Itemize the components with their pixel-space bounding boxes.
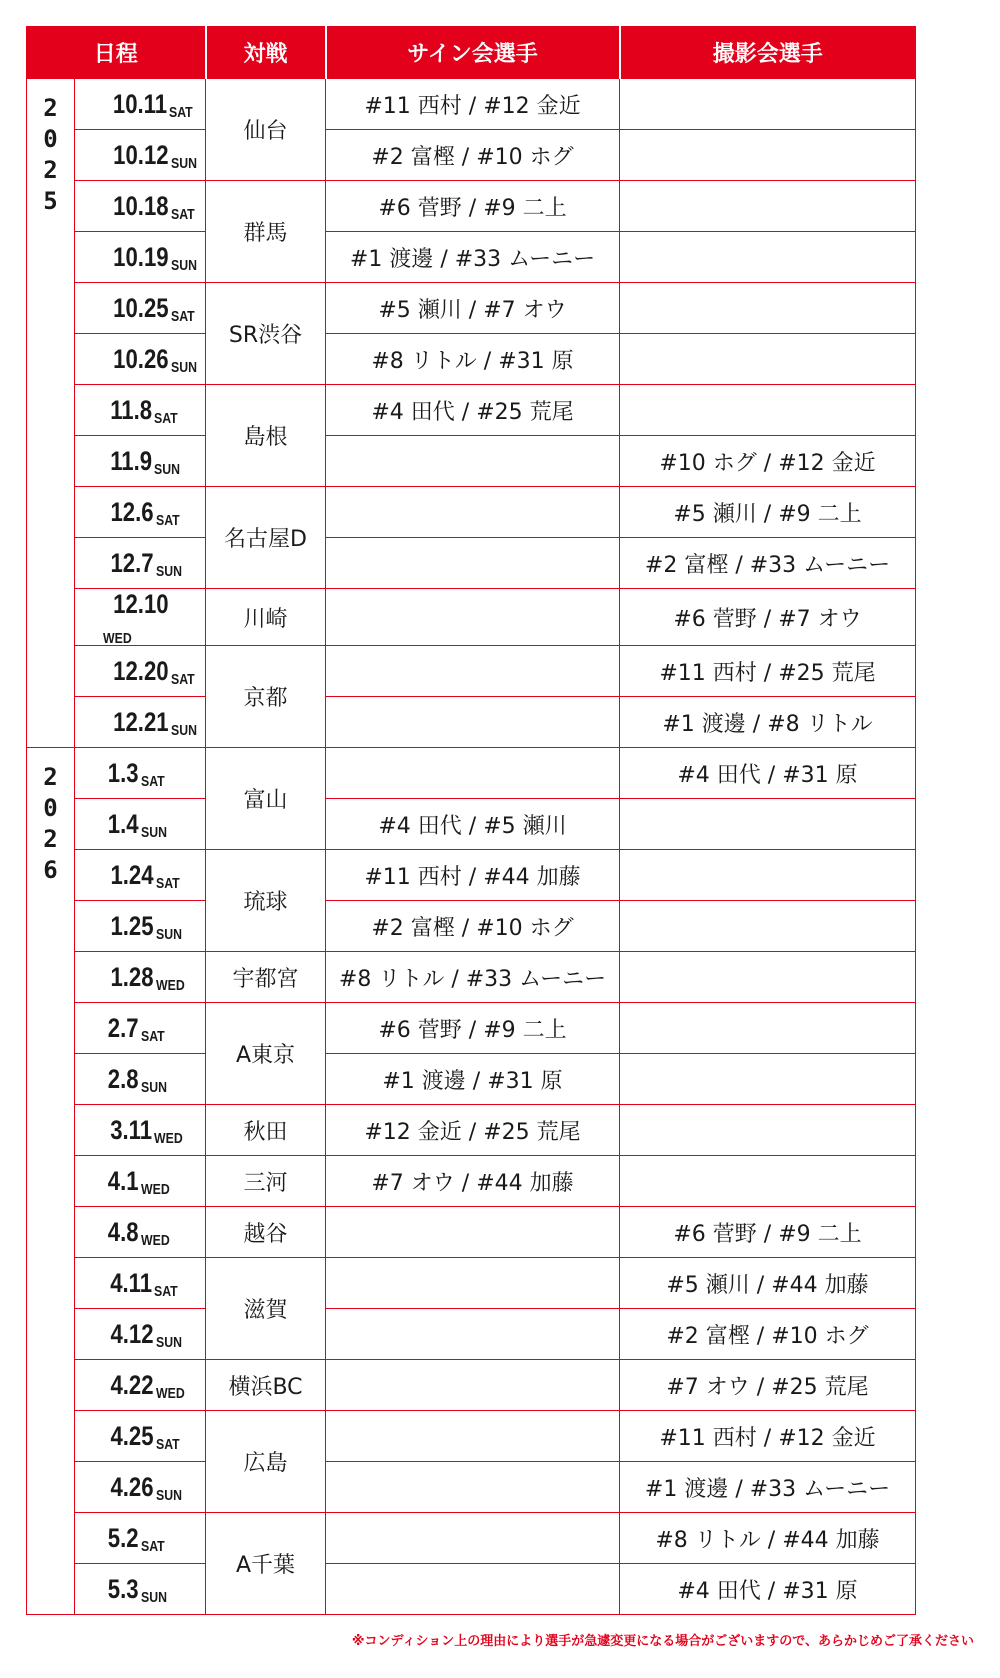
day-of-week: SAT — [140, 1537, 165, 1555]
table-row — [27, 1207, 916, 1258]
sign-session-players — [326, 1411, 620, 1462]
date-cell — [75, 1258, 206, 1309]
day-of-week: SUN — [155, 1333, 182, 1351]
date-number: 1.3 — [107, 757, 139, 788]
day-of-week: SAT — [170, 205, 195, 223]
sign-session-players — [326, 1207, 620, 1258]
sign-session-players: #1 渡邊 / #33 ムーニー — [326, 232, 620, 283]
table-row — [27, 436, 916, 487]
day-of-week: SAT — [170, 670, 195, 688]
opponent-cell: SR渋谷 — [206, 283, 326, 385]
photo-session-players: #11 西村 / #25 荒尾 — [620, 646, 916, 697]
day-of-week: SAT — [154, 1282, 178, 1300]
year-text: 2026 — [43, 763, 58, 884]
sign-session-players — [326, 1513, 620, 1564]
table-row — [27, 181, 916, 232]
day-of-week: WED — [154, 1129, 183, 1147]
table-row — [27, 850, 916, 901]
day-of-week: SUN — [140, 1588, 167, 1606]
photo-session-players — [620, 130, 916, 181]
photo-session-players: #5 瀬川 / #44 加藤 — [620, 1258, 916, 1309]
table-row — [27, 1156, 916, 1207]
date-cell — [75, 799, 206, 850]
date-number: 4.11 — [110, 1267, 153, 1298]
table-row — [27, 1309, 916, 1360]
day-of-week: SUN — [170, 358, 197, 376]
day-of-week: SUN — [155, 925, 182, 943]
date-cell — [75, 1207, 206, 1258]
opponent-cell: 秋田 — [206, 1105, 326, 1156]
photo-session-players: #6 菅野 / #7 オウ — [620, 589, 916, 646]
table-row — [27, 799, 916, 850]
day-of-week: SUN — [155, 1486, 182, 1504]
table-row — [27, 334, 916, 385]
photo-session-players — [620, 79, 916, 130]
table-row — [27, 646, 916, 697]
sign-session-players: #8 リトル / #33 ムーニー — [326, 952, 620, 1003]
sign-session-players: #6 菅野 / #9 二上 — [326, 1003, 620, 1054]
date-number: 10.25 — [113, 292, 169, 323]
year-text: 2025 — [43, 94, 58, 215]
table-row — [27, 1462, 916, 1513]
opponent-cell: 宇都宮 — [206, 952, 326, 1003]
photo-session-players: #6 菅野 / #9 二上 — [620, 1207, 916, 1258]
date-number: 4.26 — [110, 1471, 154, 1502]
date-cell — [75, 1513, 206, 1564]
day-of-week: WED — [155, 1384, 185, 1402]
day-of-week: SUN — [155, 562, 182, 580]
day-of-week: SAT — [140, 772, 165, 790]
date-cell — [75, 181, 206, 232]
sign-session-players: #6 菅野 / #9 二上 — [326, 181, 620, 232]
table-row — [27, 538, 916, 589]
year-label — [27, 79, 75, 748]
sign-session-players — [326, 589, 620, 646]
photo-session-players — [620, 283, 916, 334]
date-cell — [75, 1360, 206, 1411]
sign-session-players: #2 富樫 / #10 ホグ — [326, 901, 620, 952]
sign-session-players — [326, 748, 620, 799]
date-cell — [75, 385, 206, 436]
sign-session-players: #4 田代 / #25 荒尾 — [326, 385, 620, 436]
date-number: 10.11 — [112, 88, 168, 119]
table-row — [27, 130, 916, 181]
photo-session-players — [620, 1156, 916, 1207]
date-number: 4.8 — [107, 1216, 139, 1247]
date-number: 12.20 — [113, 655, 169, 686]
date-cell — [75, 130, 206, 181]
table-row — [27, 1513, 916, 1564]
date-number: 5.3 — [107, 1573, 139, 1604]
header-date: 日程 — [27, 26, 206, 79]
table-row — [27, 748, 916, 799]
sign-session-players: #5 瀬川 / #7 オウ — [326, 283, 620, 334]
day-of-week: SAT — [170, 307, 195, 325]
schedule-body — [27, 79, 916, 1615]
photo-session-players — [620, 232, 916, 283]
date-number: 3.11 — [110, 1114, 153, 1145]
header-opponent: 対戦 — [206, 26, 326, 79]
photo-session-players: #10 ホグ / #12 金近 — [620, 436, 916, 487]
day-of-week: SAT — [154, 409, 178, 427]
opponent-cell: 越谷 — [206, 1207, 326, 1258]
table-row — [27, 1054, 916, 1105]
table-header-row — [27, 26, 916, 79]
date-number: 11.8 — [110, 394, 153, 425]
day-of-week: WED — [155, 976, 185, 994]
day-of-week: SAT — [169, 103, 193, 121]
date-number: 4.12 — [110, 1318, 154, 1349]
date-cell — [75, 901, 206, 952]
date-number: 2.8 — [107, 1063, 139, 1094]
photo-session-players — [620, 952, 916, 1003]
date-number: 12.6 — [110, 496, 154, 527]
date-number: 4.22 — [110, 1369, 154, 1400]
day-of-week: SUN — [140, 823, 167, 841]
opponent-cell: A千葉 — [206, 1513, 326, 1615]
sign-session-players: #12 金近 / #25 荒尾 — [326, 1105, 620, 1156]
footnote: ※コンディション上の理由により選手が急遽変更になる場合がございますので、あらかじめご了承ください — [351, 1634, 974, 1649]
header-sign-session: サイン会選手 — [326, 26, 620, 79]
date-cell — [75, 538, 206, 589]
day-of-week: SUN — [154, 460, 181, 478]
photo-session-players — [620, 850, 916, 901]
date-number: 1.24 — [110, 859, 154, 890]
date-cell — [75, 79, 206, 130]
date-number: 4.25 — [110, 1420, 154, 1451]
year-label — [27, 748, 75, 1615]
photo-session-players: #11 西村 / #12 金近 — [620, 1411, 916, 1462]
day-of-week: SAT — [155, 511, 180, 529]
sign-session-players: #11 西村 / #12 金近 — [326, 79, 620, 130]
date-cell — [75, 748, 206, 799]
opponent-cell: 広島 — [206, 1411, 326, 1513]
sign-session-players: #11 西村 / #44 加藤 — [326, 850, 620, 901]
photo-session-players: #4 田代 / #31 原 — [620, 1564, 916, 1615]
date-number: 2.7 — [107, 1012, 139, 1043]
sign-session-players — [326, 1258, 620, 1309]
opponent-cell: 京都 — [206, 646, 326, 748]
photo-session-players: #2 富樫 / #10 ホグ — [620, 1309, 916, 1360]
photo-session-players: #5 瀬川 / #9 二上 — [620, 487, 916, 538]
photo-session-players: #8 リトル / #44 加藤 — [620, 1513, 916, 1564]
opponent-cell: 富山 — [206, 748, 326, 850]
table-row — [27, 385, 916, 436]
date-cell — [75, 1003, 206, 1054]
sign-session-players — [326, 1309, 620, 1360]
photo-session-players: #2 富樫 / #33 ムーニー — [620, 538, 916, 589]
table-row — [27, 952, 916, 1003]
day-of-week: WED — [140, 1231, 170, 1249]
date-number: 4.1 — [107, 1165, 139, 1196]
photo-session-players — [620, 181, 916, 232]
schedule-table — [26, 26, 916, 1615]
date-number: 5.2 — [107, 1522, 139, 1553]
photo-session-players — [620, 1054, 916, 1105]
table-row — [27, 1003, 916, 1054]
table-row — [27, 79, 916, 130]
date-cell — [75, 1156, 206, 1207]
date-cell — [75, 1309, 206, 1360]
opponent-cell: 滋賀 — [206, 1258, 326, 1360]
day-of-week: SUN — [170, 256, 197, 274]
date-cell — [75, 1105, 206, 1156]
sign-session-players — [326, 1564, 620, 1615]
date-cell — [75, 1462, 206, 1513]
sign-session-players — [326, 487, 620, 538]
sign-session-players — [326, 1360, 620, 1411]
date-number: 10.19 — [113, 241, 169, 272]
sign-session-players — [326, 646, 620, 697]
date-number: 1.4 — [107, 808, 139, 839]
date-number: 12.10 — [113, 589, 169, 619]
date-cell — [75, 1411, 206, 1462]
date-cell — [75, 1054, 206, 1105]
table-row — [27, 1360, 916, 1411]
photo-session-players — [620, 1003, 916, 1054]
table-row — [27, 1411, 916, 1462]
table-row — [27, 901, 916, 952]
day-of-week: SAT — [140, 1027, 165, 1045]
table-row — [27, 487, 916, 538]
date-number: 12.21 — [113, 706, 169, 737]
opponent-cell: 群馬 — [206, 181, 326, 283]
day-of-week: SUN — [170, 154, 197, 172]
date-cell — [75, 697, 206, 748]
day-of-week: SAT — [155, 874, 180, 892]
photo-session-players — [620, 385, 916, 436]
sign-session-players: #4 田代 / #5 瀬川 — [326, 799, 620, 850]
date-number: 1.28 — [110, 961, 154, 992]
sign-session-players — [326, 436, 620, 487]
day-of-week: SUN — [140, 1078, 167, 1096]
sign-session-players — [326, 538, 620, 589]
date-number: 10.18 — [113, 190, 169, 221]
sign-session-players — [326, 1462, 620, 1513]
date-cell — [75, 436, 206, 487]
date-cell — [75, 850, 206, 901]
table-row — [27, 232, 916, 283]
date-cell — [75, 589, 206, 646]
date-cell — [75, 952, 206, 1003]
date-number: 11.9 — [110, 445, 153, 476]
opponent-cell: A東京 — [206, 1003, 326, 1105]
table-row — [27, 1258, 916, 1309]
photo-session-players — [620, 334, 916, 385]
table-row — [27, 1564, 916, 1615]
photo-session-players: #1 渡邊 / #8 リトル — [620, 697, 916, 748]
date-number: 12.7 — [110, 547, 154, 578]
opponent-cell: 仙台 — [206, 79, 326, 181]
date-number: 10.12 — [113, 139, 169, 170]
opponent-cell: 島根 — [206, 385, 326, 487]
photo-session-players — [620, 799, 916, 850]
sign-session-players: #8 リトル / #31 原 — [326, 334, 620, 385]
photo-session-players: #4 田代 / #31 原 — [620, 748, 916, 799]
opponent-cell: 三河 — [206, 1156, 326, 1207]
day-of-week: SUN — [170, 721, 197, 739]
photo-session-players: #7 オウ / #25 荒尾 — [620, 1360, 916, 1411]
date-cell — [75, 283, 206, 334]
photo-session-players — [620, 901, 916, 952]
date-cell — [75, 646, 206, 697]
opponent-cell: 横浜BC — [206, 1360, 326, 1411]
opponent-cell: 名古屋D — [206, 487, 326, 589]
date-cell — [75, 1564, 206, 1615]
date-number: 10.26 — [113, 343, 169, 374]
opponent-cell: 琉球 — [206, 850, 326, 952]
date-cell — [75, 487, 206, 538]
table-row — [27, 283, 916, 334]
day-of-week: WED — [140, 1180, 170, 1198]
date-number: 1.25 — [110, 910, 154, 941]
photo-session-players: #1 渡邊 / #33 ムーニー — [620, 1462, 916, 1513]
table-row — [27, 1105, 916, 1156]
date-cell — [75, 334, 206, 385]
day-of-week: SAT — [155, 1435, 180, 1453]
date-cell — [75, 232, 206, 283]
sign-session-players: #2 富樫 / #10 ホグ — [326, 130, 620, 181]
table-row — [27, 589, 916, 646]
header-photo-session: 撮影会選手 — [620, 26, 916, 79]
table-row — [27, 697, 916, 748]
photo-session-players — [620, 1105, 916, 1156]
day-of-week: WED — [103, 630, 132, 647]
sign-session-players: #1 渡邊 / #31 原 — [326, 1054, 620, 1105]
sign-session-players — [326, 697, 620, 748]
sign-session-players: #7 オウ / #44 加藤 — [326, 1156, 620, 1207]
opponent-cell: 川崎 — [206, 589, 326, 646]
